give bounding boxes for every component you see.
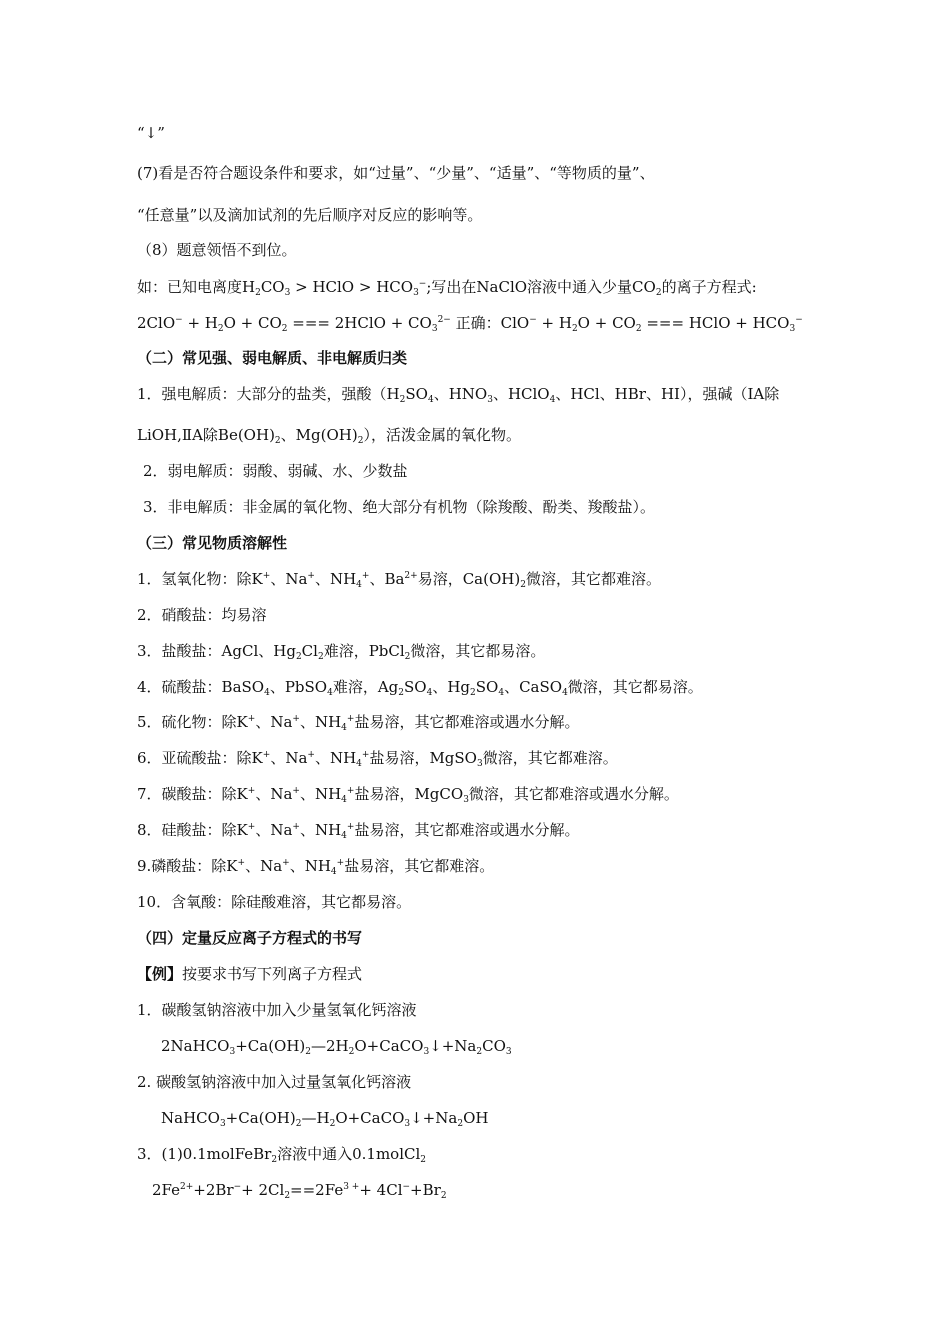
text-run: 难溶，Ag	[332, 678, 399, 696]
text-run: === HClO + HCO	[641, 314, 790, 332]
subscript: 3	[487, 395, 493, 405]
section-heading	[137, 533, 287, 553]
subscript: 4	[356, 759, 362, 769]
text-line	[143, 461, 408, 481]
subscript: 2	[404, 652, 411, 662]
superscript: 2+	[180, 1182, 194, 1192]
text-run: 5．硫化物：除K	[137, 713, 248, 731]
superscript: +	[292, 714, 300, 724]
text-run: Cl	[301, 642, 318, 660]
text-run: SO	[405, 385, 428, 403]
text-run: （四）定量反应离子方程式的书写	[137, 929, 363, 947]
text-run: 微溶，其它都易溶。	[567, 678, 703, 696]
subscript: 2	[440, 1191, 447, 1201]
text-run: 盐易溶，其它都难溶。	[344, 857, 495, 875]
text-run: 盐易溶，其它都难溶或遇水分解。	[354, 713, 580, 731]
text-run: 、Hg	[432, 678, 471, 696]
text-line	[137, 384, 779, 404]
text-run: +Br	[410, 1181, 441, 1199]
subscript: 2	[317, 652, 324, 662]
subscript: 4	[427, 395, 434, 405]
subscript: 3	[476, 759, 483, 769]
text-run: 1．强电解质：大部分的盐类，强酸（H	[137, 385, 400, 403]
text-run: 3．非电解质：非金属的氧化物、绝大部分有机物（除羧酸、酚类、羧酸盐）。	[143, 498, 656, 516]
text-run: +2Br	[193, 1181, 234, 1199]
text-run: OH	[463, 1109, 489, 1127]
text-run: 6．亚硫酸盐：除K	[137, 749, 263, 767]
text-line	[137, 820, 579, 840]
superscript: +	[336, 858, 345, 868]
superscript: 3 +	[343, 1182, 360, 1192]
text-run: 的离子方程式:	[661, 278, 757, 296]
text-run: 、HCl、HBr、HI），强碱（ⅠA除	[555, 385, 780, 403]
text-run: 、Na	[255, 821, 293, 839]
subscript: 2	[329, 1119, 336, 1129]
text-line	[137, 641, 545, 661]
text-run: SO	[404, 678, 427, 696]
superscript: +	[361, 571, 370, 581]
text-run: 2Fe	[152, 1181, 181, 1199]
superscript: +	[361, 750, 370, 760]
text-line	[161, 1108, 488, 1128]
superscript: −	[402, 1182, 411, 1192]
subscript: 4	[426, 688, 433, 698]
text-run: +Ca(OH)	[235, 1037, 306, 1055]
text-run: 正确：ClO	[450, 314, 530, 332]
text-run: + 2Cl	[241, 1181, 285, 1199]
text-run: O+CaCO	[335, 1109, 405, 1127]
text-run: 、Na	[255, 713, 293, 731]
subscript: 3	[413, 288, 419, 298]
text-run: CO	[260, 278, 285, 296]
text-line	[137, 856, 494, 876]
subscript: 2	[281, 324, 288, 334]
superscript: +	[262, 750, 271, 760]
superscript: +	[247, 714, 256, 724]
subscript: 4	[562, 688, 568, 698]
subscript: 4	[549, 395, 556, 405]
subscript: 2	[348, 1047, 355, 1057]
subscript: 2	[470, 688, 476, 698]
text-run: 、Mg(OH)	[280, 426, 358, 444]
superscript: +	[247, 822, 256, 832]
text-run: O + CO	[577, 314, 636, 332]
subscript: 3	[229, 1047, 236, 1057]
text-line	[137, 1000, 417, 1020]
text-line	[137, 712, 579, 732]
subscript: 3	[431, 324, 438, 334]
subscript: 3	[505, 1047, 512, 1057]
text-run: （二）常见强、弱电解质、非电解质归类	[137, 349, 408, 367]
text-run: —2H	[311, 1037, 349, 1055]
text-run: 9.磷酸盐：除K	[137, 857, 238, 875]
text-run: （三）常见物质溶解性	[137, 534, 288, 552]
superscript: +	[307, 571, 315, 581]
text-run: 、HClO	[492, 385, 550, 403]
text-line	[137, 123, 165, 143]
subscript: 2	[305, 1047, 312, 1057]
text-line	[152, 1180, 447, 1200]
text-run: SO	[475, 678, 499, 696]
text-run: 、HNO	[433, 385, 488, 403]
superscript: +	[292, 786, 300, 796]
text-line	[137, 569, 661, 589]
superscript: −	[418, 279, 427, 289]
subscript: 2	[217, 324, 224, 334]
text-run: === 2HClO + CO	[287, 314, 432, 332]
text-run: 、Na	[245, 857, 283, 875]
text-line	[137, 748, 618, 768]
superscript: +	[307, 750, 315, 760]
text-line	[137, 605, 267, 625]
text-run: 微溶，其它都易溶。	[410, 642, 546, 660]
text-run: + H	[536, 314, 572, 332]
subscript: 2	[271, 1155, 278, 1165]
text-run: ;写出在NaClO溶液中通入少量CO	[426, 278, 656, 296]
subscript: 3	[463, 795, 469, 805]
text-run: 7．碳酸盐：除K	[137, 785, 248, 803]
text-run: ↓+Na	[410, 1109, 458, 1127]
text-run: (7)看是否符合题设条件和要求，如“过量”、“少量”、“适量”、“等物质的量”、	[137, 164, 655, 182]
text-run: O + CO	[223, 314, 282, 332]
subscript: 3	[404, 1119, 411, 1129]
superscript: +	[262, 571, 271, 581]
subscript: 4	[327, 688, 333, 698]
text-run: “↓”	[137, 124, 165, 142]
subscript: 2	[457, 1119, 464, 1129]
superscript: −	[795, 315, 803, 325]
text-run: 盐易溶，其它都难溶或遇水分解。	[354, 821, 580, 839]
section-heading	[137, 928, 362, 948]
text-run: NaHCO	[161, 1109, 220, 1127]
text-line	[137, 277, 757, 297]
text-run: 2NaHCO	[161, 1037, 230, 1055]
text-run: 【例】	[137, 965, 183, 983]
text-run: CO	[482, 1037, 506, 1055]
subscript: 2	[635, 324, 642, 334]
text-line	[137, 425, 521, 445]
text-line	[137, 677, 703, 697]
subscript: 4	[341, 795, 347, 805]
text-run: 微溶，其它都难溶或遇水分解。	[468, 785, 679, 803]
superscript: 2+	[404, 571, 418, 581]
subscript: 2	[655, 288, 662, 298]
text-run: 、NH	[314, 749, 357, 767]
text-run: +Ca(OH)	[225, 1109, 296, 1127]
text-run: 2. 碳酸氢钠溶液中加入过量氢氧化钙溶液	[137, 1073, 412, 1091]
text-run: 易溶，Ca(OH)	[417, 570, 521, 588]
subscript: 3	[284, 288, 291, 298]
subscript: 2	[274, 436, 281, 446]
text-run: 、Na	[255, 785, 293, 803]
text-run: 、NH	[314, 570, 357, 588]
subscript: 4	[356, 580, 362, 590]
text-run: 难溶，PbCl	[323, 642, 405, 660]
text-run: 、Na	[270, 570, 308, 588]
text-run: > HClO > HCO	[290, 278, 414, 296]
text-run: 盐易溶，MgSO	[369, 749, 477, 767]
section-heading	[137, 348, 407, 368]
text-run: 微溶，其它都难溶。	[482, 749, 618, 767]
subscript: 4	[498, 688, 505, 698]
text-run: 、NH	[299, 713, 342, 731]
text-line	[137, 892, 411, 912]
text-run: O+CaCO	[354, 1037, 424, 1055]
subscript: 3	[789, 324, 796, 334]
subscript: 3	[219, 1119, 226, 1129]
text-run: 10．含氧酸：除硅酸难溶，其它都易溶。	[137, 893, 412, 911]
text-run: 2．弱电解质：弱酸、弱碱、水、少数盐	[143, 462, 408, 480]
text-run: ↓+Na	[429, 1037, 477, 1055]
text-run: ），活泼金属的氧化物。	[363, 426, 521, 444]
text-run: “任意量”以及滴加试剂的先后顺序对反应的影响等。	[137, 206, 483, 224]
text-run: 按要求书写下列离子方程式	[182, 965, 363, 983]
text-line	[137, 205, 482, 225]
text-run: 、Ba	[369, 570, 405, 588]
text-run: 、Na	[270, 749, 308, 767]
subscript: 4	[341, 723, 347, 733]
text-run: LiOH,ⅡA除Be(OH)	[137, 426, 275, 444]
subscript: 4	[341, 831, 347, 841]
subscript: 2	[255, 288, 261, 298]
subscript: 2	[398, 688, 405, 698]
text-run: 4．硫酸盐：BaSO	[137, 678, 265, 696]
superscript: +	[237, 858, 246, 868]
superscript: +	[346, 714, 355, 724]
subscript: 2	[357, 436, 364, 446]
subscript: 2	[284, 1191, 291, 1201]
text-run: + H	[182, 314, 218, 332]
text-run: 2ClO	[137, 314, 176, 332]
superscript: 2−	[437, 315, 451, 325]
subscript: 2	[295, 1119, 302, 1129]
text-run: 3．(1)0.1molFeBr	[137, 1145, 272, 1163]
superscript: −	[529, 315, 537, 325]
subscript: 2	[520, 580, 526, 590]
text-line	[137, 1072, 411, 1092]
text-line	[137, 313, 803, 333]
subscript: 2	[295, 652, 302, 662]
text-run: 盐易溶，MgCO	[354, 785, 464, 803]
text-run: 3．盐酸盐：AgCl、Hg	[137, 642, 296, 660]
text-line	[137, 964, 362, 984]
text-run: 、NH	[299, 785, 342, 803]
subscript: 3	[423, 1047, 430, 1057]
text-line	[137, 163, 655, 183]
superscript: +	[346, 786, 355, 796]
text-run: 如：已知电离度H	[137, 278, 256, 296]
text-run: 微溶，其它都难溶。	[525, 570, 661, 588]
superscript: −	[175, 315, 183, 325]
superscript: +	[247, 786, 256, 796]
superscript: +	[346, 822, 355, 832]
text-run: 溶液中通入0.1molCl	[277, 1145, 421, 1163]
text-run: 、NH	[289, 857, 331, 875]
subscript: 2	[420, 1155, 427, 1165]
subscript: 2	[476, 1047, 483, 1057]
text-line	[143, 497, 655, 517]
superscript: +	[282, 858, 290, 868]
text-line	[137, 240, 297, 260]
superscript: +	[292, 822, 300, 832]
text-line	[137, 1144, 426, 1164]
text-run: 、PbSO	[269, 678, 328, 696]
superscript: −	[233, 1182, 242, 1192]
text-run: （8）题意领悟不到位。	[137, 241, 297, 259]
text-run: 1．氢氧化物：除K	[137, 570, 263, 588]
subscript: 4	[264, 688, 270, 698]
text-run: 8．硅酸盐：除K	[137, 821, 248, 839]
text-run: 1．碳酸氢钠溶液中加入少量氢氧化钙溶液	[137, 1001, 417, 1019]
subscript: 2	[399, 395, 406, 405]
subscript: 2	[571, 324, 578, 334]
text-run: —H	[301, 1109, 330, 1127]
subscript: 4	[330, 867, 337, 877]
text-run: + 4Cl	[359, 1181, 403, 1199]
text-line	[137, 784, 679, 804]
text-line	[161, 1036, 512, 1056]
text-run: 、CaSO	[504, 678, 563, 696]
text-run: 2．硝酸盐：均易溶	[137, 606, 267, 624]
text-run: 、NH	[299, 821, 342, 839]
text-run: ==2Fe	[290, 1181, 344, 1199]
